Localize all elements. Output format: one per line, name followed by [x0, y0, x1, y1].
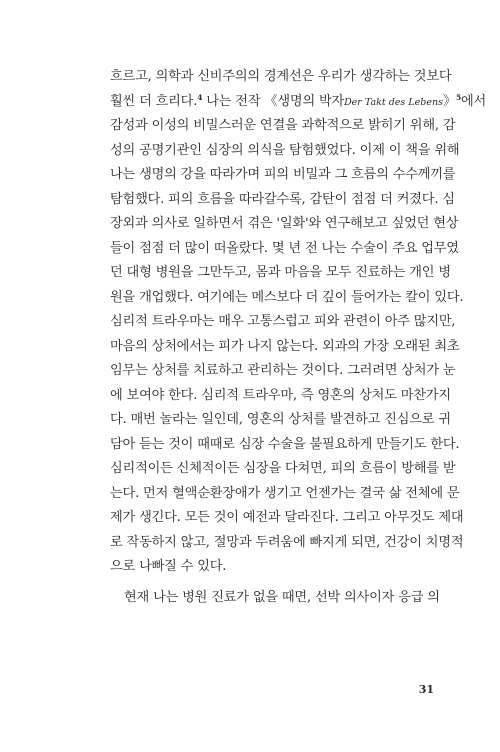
text-line: 나는 생명의 강을 따라가며 피의 비밀과 그 흐름의 수수께끼를: [110, 167, 456, 182]
paragraph-2: [110, 586, 440, 611]
text-run: 에서: [460, 93, 487, 109]
text-line: 원을 개업했다. 여기에는 메스보다 더 깊이 들어가는 칼이 있다.: [110, 289, 464, 305]
text-line: 다. 매번 놀라는 일인데, 영혼의 상처를 발견하고 진심으로 귀: [110, 412, 451, 427]
text-run: 나는 전작 《생명의 박자: [202, 93, 345, 109]
text-line: 흐르고, 의학과 신비주의의 경계선은 우리가 생각하는 것보다: [110, 69, 452, 84]
text-line: 에 보여야 한다. 심리적 트라우마, 즉 영혼의 상처도 마찬가지: [110, 387, 451, 403]
text-line: 심리적이든 신체적이든 심장을 다쳐면, 피의 흐름이 방해를 받: [110, 461, 456, 476]
text-line: 로 작동하지 않고, 절망과 두려움에 빠지게 되면, 건강이 치명적: [110, 534, 464, 550]
text-line: 장외과 의사로 일하면서 겪은 '일화'와 연구해보고 싶었던 현상: [110, 216, 459, 231]
text-line: 탐험했다. 피의 흐름을 따라갈수록, 감탄이 점점 더 커졌다. 심: [110, 191, 455, 207]
text-line: 현재 나는 병원 진료가 없을 때면, 선박 의사이자 응급 의: [124, 589, 440, 605]
footnote-marker: 5: [455, 92, 461, 102]
text-line: [110, 90, 487, 115]
page-number: 31: [418, 683, 434, 696]
paragraph-1: [110, 65, 487, 580]
text-line: 제가 생긴다. 모든 것이 예전과 달라진다. 그리고 아무것도 제대: [110, 510, 464, 525]
text-line: 심리적 트라우마는 매우 고통스럽고 피와 관련이 아주 많지만,: [110, 314, 456, 329]
footnote-marker: 4: [197, 92, 203, 102]
text-line: 던 대형 병원을 그만두고, 몸과 마음을 모두 진료하는 개인 병: [110, 265, 451, 280]
text-line: 담아 듣는 것이 때때로 심장 수술을 불필요하게 만들기도 한다.: [110, 436, 460, 452]
text-line: 으로 나빠질 수 있다.: [110, 559, 227, 574]
original-title: Der Takt des Lebens: [344, 96, 443, 108]
text-line: 마음의 상처에서는 피가 나지 않는다. 외과의 가장 오래된 최초: [110, 338, 460, 354]
text-line: 감성과 이성의 비밀스러운 연결을 과학적으로 밝히기 위해, 감: [110, 118, 456, 133]
text-run: 훨씬 더 흐리다.: [110, 93, 198, 109]
body-text: [110, 65, 487, 610]
text-line: 성의 공명기관인 심장의 의식을 탐험했었다. 이제 이 책을 위해: [110, 142, 460, 158]
text-line: 들이 점점 더 많이 떠올랐다. 몇 년 전 나는 수술이 주요 업무였: [110, 240, 459, 256]
text-line: 는다. 먼저 혈액순환장애가 생기고 언젠가는 결국 삶 전체에 문: [110, 485, 460, 501]
text-line: 임무는 상처를 치료하고 관리하는 것이다. 그러려면 상처가 눈: [110, 363, 456, 378]
text-run: 》: [442, 93, 456, 109]
